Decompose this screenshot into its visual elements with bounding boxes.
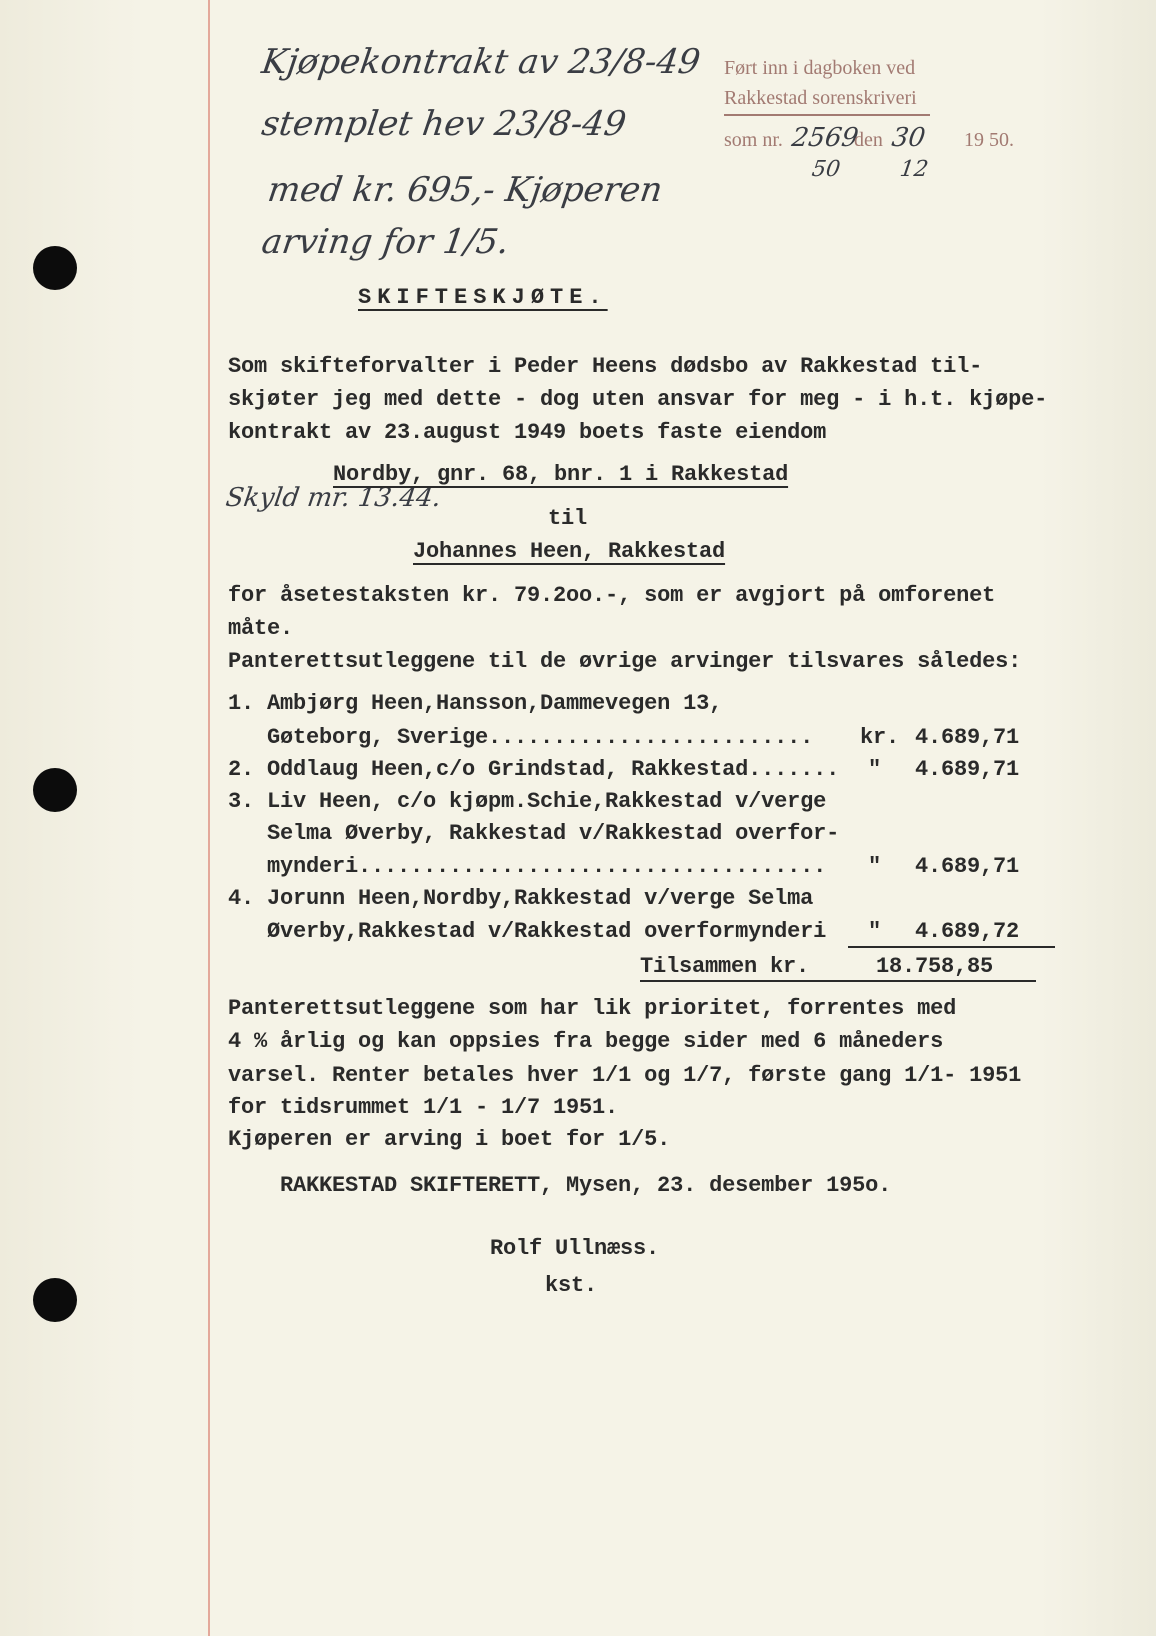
terms-line: 4 % årlig og kan oppsies fra begge sider med 6 måneders xyxy=(228,1029,944,1054)
margin-line xyxy=(208,0,210,1636)
stamp-day: 30 xyxy=(889,123,928,153)
total-label: Tilsammen kr. xyxy=(640,954,810,979)
signatory: Rolf Ullnæss. xyxy=(490,1236,660,1261)
stamp-rule xyxy=(724,114,930,116)
heir-amount: 4.689,72 xyxy=(915,919,1020,944)
signatory-title: kst. xyxy=(545,1273,598,1298)
handwritten-line: med kr. 695,- Kjøperen xyxy=(265,170,666,210)
stamp-number: 2569 xyxy=(789,123,861,153)
intro-line: Som skifteforvalter i Peder Heens dødsbo av Rakkestad til- xyxy=(228,354,983,379)
document-title: SKIFTESKJØTE. xyxy=(358,285,608,310)
heir-currency: " xyxy=(868,854,882,879)
buyer: Johannes Heen, Rakkestad xyxy=(413,539,726,564)
property: Nordby, gnr. 68, bnr. 1 i Rakkestad xyxy=(333,462,789,487)
place-date: RAKKESTAD SKIFTERETT, Mysen, 23. desember 195o. xyxy=(280,1173,892,1198)
heir-currency: " xyxy=(868,919,882,944)
handwritten-line: arving for 1/5. xyxy=(259,222,512,262)
terms-line: Panterettsutleggene som har lik prioritet, forrentes med xyxy=(228,996,957,1021)
handwritten-line: Kjøpekontrakt av 23/8-49 xyxy=(259,42,703,82)
heir-line: 4. Jorunn Heen,Nordby,Rakkestad v/verge Selma xyxy=(228,886,814,911)
intro-line: skjøter jeg med dette - dog uten ansvar for meg - i h.t. kjøpe- xyxy=(228,387,1048,412)
stamp-line: som nr. xyxy=(724,129,783,151)
terms-line: varsel. Renter betales hver 1/1 og 1/7, første gang 1/1- 1951 xyxy=(228,1063,1022,1088)
heir-line: Gøteborg, Sverige......................... xyxy=(228,725,814,750)
margin-note: Skyld mr. 13.44. xyxy=(223,483,444,513)
terms-line: Kjøperen er arving i boet for 1/5. xyxy=(228,1127,671,1152)
punch-hole xyxy=(33,768,77,812)
stamp-year: 19 50. xyxy=(964,129,1014,151)
heir-amount: 4.689,71 xyxy=(915,854,1020,879)
heir-currency: " xyxy=(868,757,882,782)
heir-line: 2. Oddlaug Heen,c/o Grindstad, Rakkestad....... xyxy=(228,757,840,782)
heir-currency: kr. xyxy=(860,725,900,750)
heir-line: Selma Øverby, Rakkestad v/Rakkestad overfor- xyxy=(228,821,840,846)
stamp-number-year: 50 xyxy=(810,157,842,182)
punch-hole xyxy=(33,246,77,290)
til: til xyxy=(548,506,588,531)
punch-hole xyxy=(33,1278,77,1322)
heir-line: mynderi.................................... xyxy=(228,854,827,879)
total-rule xyxy=(640,980,1036,982)
heir-line: Øverby,Rakkestad v/Rakkestad overformynderi xyxy=(228,919,827,944)
heir-line: 1. Ambjørg Heen,Hansson,Dammevegen 13, xyxy=(228,691,723,716)
heir-amount: 4.689,71 xyxy=(915,725,1020,750)
heir-amount: 4.689,71 xyxy=(915,757,1020,782)
total-amount: 18.758,85 xyxy=(876,954,994,979)
stamp-den: den xyxy=(854,129,883,151)
price-line: måte. xyxy=(228,616,294,641)
stamp-line: Ført inn i dagboken ved xyxy=(724,57,916,79)
terms-line: for tidsrummet 1/1 - 1/7 1951. xyxy=(228,1095,619,1120)
heir-line: 3. Liv Heen, c/o kjøpm.Schie,Rakkestad v/verge xyxy=(228,789,827,814)
handwritten-line: stemplet hev 23/8-49 xyxy=(259,104,629,144)
price-line: for åsetestaksten kr. 79.2oo.-, som er avgjort på omforenet xyxy=(228,583,996,608)
intro-line: kontrakt av 23.august 1949 boets faste eiendom xyxy=(228,420,827,445)
stamp-line: Rakkestad sorenskriveri xyxy=(724,87,917,109)
heirs-intro: Panterettsutleggene til de øvrige arvinger tilsvares således: xyxy=(228,649,1022,674)
stamp-month: 12 xyxy=(898,157,930,182)
sum-rule xyxy=(848,946,1055,948)
